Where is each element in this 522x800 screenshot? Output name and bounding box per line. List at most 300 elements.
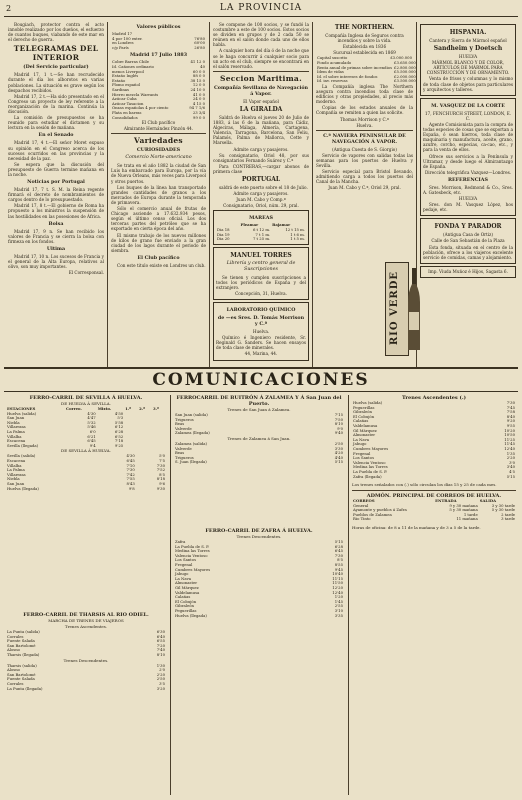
- table-cell: Azúcar Cuba: [112, 96, 137, 102]
- table-cell: 8'40: [506, 413, 515, 419]
- table-cell: 7'58: [506, 409, 515, 415]
- table-cell: Rio Tinto: [353, 516, 371, 522]
- telegrams-heading: TELEGRAMAS DEL INTERIOR: [13, 44, 99, 63]
- rail-subtitle: Trenes de San Juan á Zalamea.: [227, 407, 291, 412]
- sandheim-city: HUELVA: [458, 54, 478, 60]
- table-cell: Tharsis (salida): [7, 662, 37, 668]
- rail-subtitle: DE SEVILLA Á HUELVA.: [61, 448, 111, 454]
- column-divider: [170, 395, 171, 795]
- table-cell: Medina las Torres: [175, 548, 210, 554]
- northern-heading: THE NORTHERN.: [334, 24, 395, 31]
- table-cell: 5'15: [506, 473, 515, 479]
- timetable: [352, 401, 516, 479]
- column-divider: [348, 395, 349, 795]
- rail-title: Trenes Ascendentes (.): [402, 395, 466, 401]
- table-cell: 7'50: [334, 416, 343, 422]
- table-cell: 5'0: [159, 453, 165, 459]
- rail-sevilla-huelva: [6, 395, 166, 605]
- correos-note: Horas de oficina: de 8 a 11 de la mañana y de 3 a 5 de la tarde.: [352, 525, 481, 531]
- ship-name: LA GIRALDA: [239, 105, 283, 113]
- fonda-ad: [420, 218, 516, 263]
- table-cell: Id. inv. reservas: [317, 78, 348, 84]
- column-divider: [209, 22, 210, 368]
- rail-subtitle: Trenes Descendentes.: [63, 657, 109, 663]
- header-rule: [4, 16, 518, 17]
- table-cell: 8'10: [156, 651, 165, 657]
- article-text: Con este titulo existe en Londres un club.: [117, 262, 206, 268]
- vertical-advert-text: RIO VERDE: [389, 271, 400, 346]
- table-cell: 9'8: [128, 485, 135, 491]
- bolsa2-title: Madrid 17 Julio 1883: [129, 52, 188, 59]
- table-cell: La Nava: [175, 575, 191, 581]
- table-cell: 1 tarde: [463, 511, 478, 517]
- table-cell: Azúcar Tasacion: [112, 100, 144, 106]
- table-cell: Escacena: [7, 438, 26, 444]
- senate-heading: En el Senado: [38, 132, 74, 139]
- table-cell: 2'50: [156, 676, 165, 682]
- note-text: Para CONTRERAS,—cargar abonos de primera clase: [213, 163, 309, 174]
- table-row: [6, 687, 166, 692]
- table-cell: Corrales: [7, 633, 24, 639]
- table-cell: Jabugo: [175, 571, 189, 577]
- ad-subtitle: de —es Sres. D. Tomás Morrison y C.ª: [217, 315, 305, 328]
- table-cell: Zafra (llegada): [353, 473, 382, 479]
- table-cell: 3'5: [159, 680, 165, 686]
- established-text: Sucursal establecida en 1869: [333, 50, 396, 56]
- rail-zafra-huelva: [174, 528, 344, 796]
- table-cell: Huelva (llegada): [175, 612, 207, 618]
- telegram-text: Madrid 17, 9 n. Se han recibido los valores de Francia y se cierra la bolsa con firmeza en los fondos.: [8, 228, 104, 244]
- page-number: 2: [6, 4, 12, 13]
- table-cell: 7 t 1 m.: [255, 231, 271, 237]
- table-row: [111, 46, 206, 51]
- table-cell: Huelva (salida): [353, 400, 383, 405]
- article-text: A cualquier hora del día ó de la noche que se le haga concurrir á cualquier socio para un acto en el club, siempre se encontrará en el salón reservado.: [213, 48, 309, 69]
- timetable: [6, 664, 166, 692]
- table-cell: 6'28: [114, 428, 124, 434]
- vertical-advert: [385, 262, 409, 356]
- table-cell: 94 7 1/6: [189, 105, 205, 111]
- rail-tharsis: [6, 612, 166, 797]
- corte-heading: M. VASQUEZ DE LA CORTE: [431, 102, 505, 109]
- table-cell: Los Santos: [353, 455, 375, 461]
- signature: Thomas Morrison y C.ª: [340, 116, 389, 122]
- table-header-cell: Correo.: [66, 406, 82, 411]
- table-cell: Hierro mezcla Warrants: [112, 91, 159, 97]
- table-cell: La Palma: [7, 428, 25, 434]
- table-cell: 7'42: [126, 471, 135, 477]
- table-cell: 2'20: [156, 671, 165, 677]
- article-text: Venta de frisos y columnas y lo mismo de toda clase de objetos para particulares y arquitectos y talleres.: [423, 76, 513, 92]
- table-cell: 2 tarde: [501, 511, 515, 517]
- table-cell: 12 0 0: [192, 82, 205, 88]
- article-text: El mismo trabajo de los nuevos millones de kilos de grano fue enviado a la gran ciudad de los lagos durante el periodo de siembra.: [111, 232, 206, 253]
- table-cell: Cumbres Mayores: [175, 566, 211, 572]
- table-cell: Onzas españolas 4 por ciento: [112, 105, 169, 111]
- table-cell: 10'40: [332, 571, 343, 577]
- table-cell: Plata en barras: [112, 109, 142, 115]
- naviera-subheading: (Antigua Cuesta de S. Giorgio): [332, 146, 397, 152]
- imprint-box: [420, 266, 516, 278]
- rail-title: FERRO-CARRIL DE ZAFRA Á HUELVA.: [205, 528, 313, 534]
- table-cell: 1'30: [156, 662, 165, 668]
- refs-text: Sres. Morrison, Redmond & Co., Sres. A. Gatesbeck, etc.: [423, 184, 513, 195]
- table-cell: 60 0 0: [192, 68, 205, 74]
- table-cell: Sevilla (llegada): [7, 442, 39, 448]
- table-cell: 5 y 30 mañana: [449, 507, 478, 513]
- company-heading: Compañía Sevillana de Navegación á Vapor.: [213, 84, 309, 97]
- article-text: Servicio de vapores con salidas todas las semanas para los puertos de Huelva y Sevilla.: [316, 152, 413, 168]
- table-cell: Gibraleón: [175, 603, 194, 609]
- table-cell: 8'5: [337, 557, 343, 563]
- article-text: Esta fonda, situada en el centro de la población, ofrece a los viajeros excelente servicio de comidas, camas y alojamiento.: [423, 244, 513, 260]
- table-cell: 26'80: [194, 44, 205, 50]
- table-cell: Jabugo: [353, 441, 367, 447]
- table-cell: Zalamea (salida): [175, 440, 207, 446]
- tides-table: [216, 223, 306, 241]
- fonda-subheading: (Antigua Casa de Ortiz): [442, 232, 494, 238]
- hispania-subheading: Cantera y Sierra de Mármol español: [429, 38, 507, 43]
- table-cell: Gil Márquez: [175, 584, 199, 590]
- timetable: [174, 540, 344, 618]
- capital-label: Capital suscrito: [317, 55, 348, 61]
- telegraph-address: Dirección telegráfica Vazquez—Londres.: [424, 169, 512, 175]
- table-cell: 24 0 0: [192, 96, 205, 102]
- timetable: [6, 407, 166, 448]
- table-cell: 3'10: [334, 607, 343, 613]
- table-cell: Valencia Ventoso: [353, 459, 386, 465]
- table-cell: 40: [200, 63, 205, 69]
- correos-title: ADMÓN. PRINCIPAL DE CORREOS DE HUELVA.: [366, 493, 502, 500]
- table-cell: £2.800.000: [394, 64, 416, 70]
- table-cell: 6'45: [126, 457, 135, 463]
- table-cell: 12'20: [332, 584, 343, 590]
- bottle-illustration: [407, 268, 421, 352]
- naviera-heading: C.ª NAVIERA PENINSULAR DE NAVEGACIÓN Á VAPOR.: [323, 132, 406, 145]
- table-cell: 23 3/4: [192, 109, 205, 115]
- table-cell: 7'18: [114, 438, 124, 444]
- rail-subtitle: Trenes de Zalamea á San Juan.: [227, 435, 291, 441]
- masthead-title: LA PROVINCIA: [219, 3, 303, 13]
- telegram-text: Madrid 17, 2 t.—Ha sido presentado en el Congreso un proyecto de ley referente a la reorganización de la marina. Continúa la discusión.: [8, 93, 104, 115]
- table-cell: 2'20: [506, 455, 515, 461]
- table-cell: 7'5: [159, 457, 165, 463]
- consignee-text: Su consignatario, Oriol 48, por sus consignatarios Fernando Suárez y C.ª: [213, 152, 309, 163]
- table-cell: El Cobujón: [353, 413, 375, 419]
- table-cell: 7 t 25 m.: [252, 236, 271, 242]
- article-text: Sólo el comercio anual de frutas de Chicago asciende a 17.632.934 pesos, según el último censo oficial. Los dos terceras partes del petróleo que se ha exportado en cierta época del año.: [111, 206, 206, 232]
- table-cell: San Juan (salida): [175, 412, 208, 417]
- rail-title: FERROCARRIL DE BUITRÓN Á ZALAMEA Y Á San Juan del Puerto.: [176, 395, 342, 407]
- table-cell: £2.000.000: [394, 73, 416, 79]
- established-text: Establecida en 1836: [342, 44, 387, 50]
- article-text: Se trata en el año 1882 la ciudad de San Luis ha embarcado para Europa, por la vía de Nueva Orleans, más veces para Liverpool y otros puertos.: [111, 163, 206, 184]
- table-cell: Gil Márquez: [353, 427, 377, 433]
- table-cell: 7'30: [156, 462, 165, 468]
- table-cell: 8'43: [126, 480, 135, 486]
- intro-paragraph: Bougiach, protector contra el acto innoble realizado por los dueños, el esfuerzo de cuantos buques, viabando de este mar en el derecho de guerra.: [8, 22, 104, 43]
- table-cell: Villarrasa: [7, 424, 26, 430]
- table-cell: 8'5: [159, 471, 165, 477]
- table-cell: 6 t 12 m.: [252, 226, 271, 232]
- table-cell: c/p París: [112, 44, 129, 50]
- table-cell: 5'32: [87, 419, 96, 425]
- table-cell: El Cobujón: [175, 598, 197, 604]
- table-cell: Dia 19: [217, 231, 230, 237]
- table-cell: 6'21: [87, 433, 96, 439]
- table-cell: 6'55: [156, 638, 165, 644]
- table-cell: 99 0 0: [192, 114, 205, 120]
- corte-ad: [420, 98, 516, 217]
- ad-title: LABORATORIO QUÍMICO: [226, 307, 296, 314]
- capital-value: £3.000.000: [390, 55, 412, 61]
- table-cell: Calañas: [175, 594, 191, 600]
- article-text: Agente Comisionista para la compra de todas especies de cosas que se exportan a España, ó sean hierros, toda clase de maquinaria y manufactura, aceite, grano, azufre, corcho, especias, ca-cao, etc., y para la venta de ellos.: [423, 121, 513, 153]
- table-cell: Fuente Salada: [7, 676, 35, 682]
- ad-city: Huelva.: [252, 329, 270, 335]
- table-cell: San Juan: [7, 415, 25, 421]
- table-cell: Villalba: [7, 433, 22, 439]
- table-cell: 41 0 0: [192, 91, 205, 97]
- table-cell: Peguerillas: [175, 607, 197, 613]
- club-heading: El Club pacífico: [137, 254, 180, 261]
- divider: [316, 130, 413, 131]
- table-cell: La Puebla de S. P.: [175, 543, 210, 549]
- table-cell: 41 12 0: [190, 59, 205, 65]
- ad-text: Se tienen y cumplen suscripciones a todos los periódicos de España y del extranjero.: [216, 274, 306, 290]
- table-cell: 1 t 6 m.: [290, 231, 305, 237]
- hispania-heading: HISPANIA.: [449, 29, 487, 36]
- table-cell: Valverde: [175, 425, 192, 431]
- table-cell: 5 y 30 tarde: [491, 507, 515, 513]
- table-cell: 9'55: [506, 422, 515, 428]
- table-cell: 3 y 30 tarde: [491, 502, 515, 508]
- telegram-text: Madrid 17, 1 t.—Se han recrudecido durante el día los alborotos en varias poblaciones. La situación es grave según los despachos recibidos.: [8, 72, 104, 93]
- table-cell: Valencia Ventoso: [175, 552, 208, 558]
- article-text: Los buques de la línea han transportado grandes cantidades de granos a los mercados de Europa durante la temporada de primavera.: [111, 184, 206, 205]
- table-cell: 9'0: [337, 425, 343, 431]
- table-header-cell: ESTACIONES: [7, 406, 36, 411]
- bolsa-heading: Bolsa: [48, 220, 64, 227]
- table-cell: Estaño: [112, 77, 126, 83]
- portugal-heading: Noticias por Portugal: [27, 179, 85, 186]
- table-cell: 11'45: [504, 441, 515, 447]
- table-cell: 7'10: [126, 462, 135, 468]
- table-cell: 6'28: [334, 543, 343, 549]
- table-cell: Id. Cañones ordinario: [112, 63, 154, 69]
- table-cell: 9'6: [159, 480, 165, 486]
- ship-schedule: Saldrá de Huelva el jueves 20 de Julio de 1883, á las 6 de la mañana, para Cádiz, Algeciras, Málaga, Almería, Cartagena, Valencia, Tarragona, Barcelona, San Feliu, Palamós, Palma de Mallorca, Cette y Marsella.: [213, 114, 309, 146]
- signature: Juan M. Cabo y Comp.ª: [236, 197, 286, 203]
- tides-box: [213, 210, 309, 244]
- table-cell: Cobre Barras Chile: [112, 59, 150, 65]
- table-row: [352, 517, 516, 522]
- telegrams-subheading: (Del Servicio particular): [23, 64, 89, 71]
- divider: [213, 71, 309, 72]
- table-cell: 5'15: [334, 459, 343, 465]
- table-cell: 4 por 100 exter.: [112, 35, 143, 41]
- table-cell: Almonaster: [353, 432, 376, 438]
- table-cell: 24 10 0: [190, 86, 205, 92]
- table-cell: Alosno: [7, 647, 20, 653]
- marble-text: MÁRMOL BLANCO Y DE COLOR, ARTÍCULOS DE MÁRMOL PARA CONSTRUCCIÓN Y DE ORNAMENTO.: [426, 60, 510, 76]
- table-cell: 3 tarde: [501, 516, 515, 522]
- column-divider: [107, 22, 108, 368]
- address: Huelva.: [356, 122, 373, 128]
- laboratory-ad: [213, 302, 309, 360]
- table-cell: £3.500.000: [394, 78, 416, 84]
- table-cell: Valverde: [175, 445, 192, 451]
- rail-note: Los trenes señalados con (.) sólo circulan los días 15 y 25 de cada mes.: [352, 482, 497, 488]
- rail-subtitle: DE HUELVA Á SEVILLA.: [61, 401, 111, 406]
- table-cell: 76'80: [194, 35, 205, 41]
- communications-heading: COMUNICACIONES: [152, 370, 370, 390]
- table-cell: Alosno: [7, 667, 20, 673]
- table-cell: Zafra: [175, 539, 186, 544]
- ship-schedule: saldrá de este puerto sobre el 18 de Julio.: [219, 184, 308, 190]
- table-cell: 2'50: [334, 440, 343, 446]
- bolsa-title: Valores públicos: [136, 24, 181, 30]
- bolsa-table: [111, 32, 206, 50]
- column-markets: [111, 22, 206, 368]
- table-cell: Peguerillas: [353, 404, 375, 410]
- fonda-address: Calle de San Sebastián de la Plaza: [431, 238, 505, 244]
- table-cell: 11 mañana: [456, 516, 478, 522]
- table-cell: 5'3: [117, 415, 124, 421]
- table-cell: La Nava: [353, 436, 369, 442]
- correos-table: [352, 499, 516, 522]
- table-cell: 9'4: [89, 442, 96, 448]
- table-cell: Consolidados: [112, 114, 138, 120]
- table-cell: 7'30: [126, 467, 135, 473]
- table-cell: 8'18: [156, 476, 165, 482]
- column-maritime: [213, 22, 309, 368]
- telegram-text: Madrid 17, 4 t.—El señor Moret expuso su opinión en el Congreso acerca de los sucesos ocurridos en las provincias y la necesidad de la paz.: [8, 140, 104, 161]
- section-rule: [4, 391, 518, 392]
- table-cell: 1'20: [334, 594, 343, 600]
- telegram-text: La comisión de presupuestos se ha reunido para estudiar el dictamen y su lectura en la sesión de mañana.: [8, 115, 104, 131]
- table-cell: 1 t 5 m.: [290, 236, 305, 242]
- ad-address: 44, Marina, 44.: [244, 351, 278, 357]
- table-cell: 11'15: [332, 575, 343, 581]
- ad-address: Concepción, 31, Huelva.: [235, 291, 287, 296]
- table-cell: 6'0: [89, 428, 96, 434]
- table-cell: Villalba: [7, 462, 22, 468]
- table-cell: 2'0: [159, 667, 165, 673]
- table-cell: Gibraleón: [353, 409, 372, 415]
- comercio-subheading: Comercio Norte-americano: [125, 155, 192, 161]
- table-cell: Ayamonte y pueblos á Zafra: [353, 507, 407, 513]
- table-cell: 10'50: [504, 432, 515, 438]
- table-header-cell: 1.ª: [125, 406, 132, 411]
- imprint-text: Imp. Viuda Muñoz é Hijos, Sagasta 6.: [428, 268, 508, 274]
- table-cell: Medina las Torres: [353, 464, 388, 470]
- table-cell: Trigueros: [175, 416, 194, 422]
- table-cell: Calañas: [353, 418, 369, 424]
- table-row: [174, 460, 344, 465]
- table-cell: 8'10: [334, 421, 343, 427]
- table-cell: San Bartolomé: [7, 671, 36, 677]
- table-cell: 7'30: [334, 552, 343, 558]
- table-cell: 12'40: [332, 589, 343, 595]
- table-cell: 11'50: [332, 580, 343, 586]
- table-cell: 10'20: [504, 427, 515, 433]
- table-cell: San Bartolomé: [7, 642, 36, 648]
- table-cell: 1'45: [334, 598, 343, 604]
- table-cell: La Palma: [7, 467, 25, 473]
- table-cell: 4'30: [87, 410, 96, 416]
- table-cell: £5.500.000: [394, 69, 416, 75]
- table-cell: 5'46: [87, 424, 96, 430]
- funds-table: [316, 61, 417, 84]
- table-cell: Estaño Inglés: [112, 73, 139, 79]
- table-cell: Dia 20: [217, 236, 230, 242]
- table-cell: 6'40: [156, 633, 165, 639]
- ad-title: MANUEL TORRES: [230, 251, 292, 259]
- table-cell: Dia 18: [217, 226, 230, 232]
- table-cell: Almonaster: [175, 580, 198, 586]
- table-cell: 12'40: [504, 445, 515, 451]
- rail-subtitle: Trenes Descendentes.: [236, 534, 282, 539]
- timetable: [6, 630, 166, 658]
- divider: [111, 133, 206, 134]
- ad-subtitle: Librería y centro general de Suscripciones: [226, 260, 296, 272]
- timetable: [174, 442, 344, 465]
- table-cell: Plomo español: [112, 82, 140, 88]
- table-cell: 4'20: [334, 450, 343, 456]
- timetable: [6, 454, 166, 491]
- divider: [352, 490, 516, 491]
- hispania-ad: [420, 24, 516, 96]
- table-cell: Fregenal: [175, 561, 193, 567]
- table-cell: Valdelamusa: [353, 422, 378, 428]
- table-cell: 4'47: [87, 415, 96, 421]
- table-cell: 3'35: [334, 612, 343, 618]
- table-cell: Niebla: [7, 476, 20, 482]
- signature: El Club pacífico: [141, 120, 176, 126]
- table-cell: 7'55: [126, 476, 135, 482]
- metals-table: [111, 60, 206, 120]
- table-cell: Valdelamusa: [175, 589, 200, 595]
- table-cell: 11'25: [504, 436, 515, 442]
- ad-text: Químico é Ingeniero residente, Sr. Reginald G. Sanders. Se hacen ensayos de toda clase de minerales.: [216, 335, 306, 351]
- table-cell: 12 t 15 m.: [285, 226, 305, 232]
- table-cell: 9'45: [334, 566, 343, 572]
- table-row: [216, 237, 306, 242]
- table-cell: 2'55: [334, 603, 343, 609]
- table-cell: General: [353, 502, 369, 508]
- table-cell: 5'15: [334, 539, 343, 544]
- table-cell: 3'40: [506, 464, 515, 470]
- table-cell: Renta anual de primas sobre incendios: [317, 64, 393, 70]
- column-advertisements: [420, 22, 516, 368]
- table-row: [174, 614, 344, 619]
- rail-subtitle: MARCHA DE TRENES DE VIAJEROS: [48, 618, 124, 623]
- table-header-cell: 2.ª: [139, 406, 145, 411]
- table-cell: Tharsis (llegada): [7, 651, 40, 657]
- table-cell: 7'20: [156, 642, 165, 648]
- table-cell: Fregenal: [353, 450, 371, 456]
- table-cell: 1'35: [506, 450, 515, 456]
- table-cell: 4'30: [126, 453, 135, 459]
- table-cell: £3.650.000: [394, 59, 416, 65]
- signature: Juan M. Cabo y C.ª, Oriol 29, pral.: [328, 185, 401, 191]
- telegram-text: Se espera que la discusión del presupuesto de Guerra termine mañana en la noche.: [8, 161, 104, 177]
- table-header-cell: Mixto.: [97, 406, 112, 411]
- table-cell: La Punta (salida): [7, 629, 40, 634]
- table-cell: 38 15 0: [190, 77, 205, 83]
- table-header-cell: CORREOS: [353, 498, 375, 504]
